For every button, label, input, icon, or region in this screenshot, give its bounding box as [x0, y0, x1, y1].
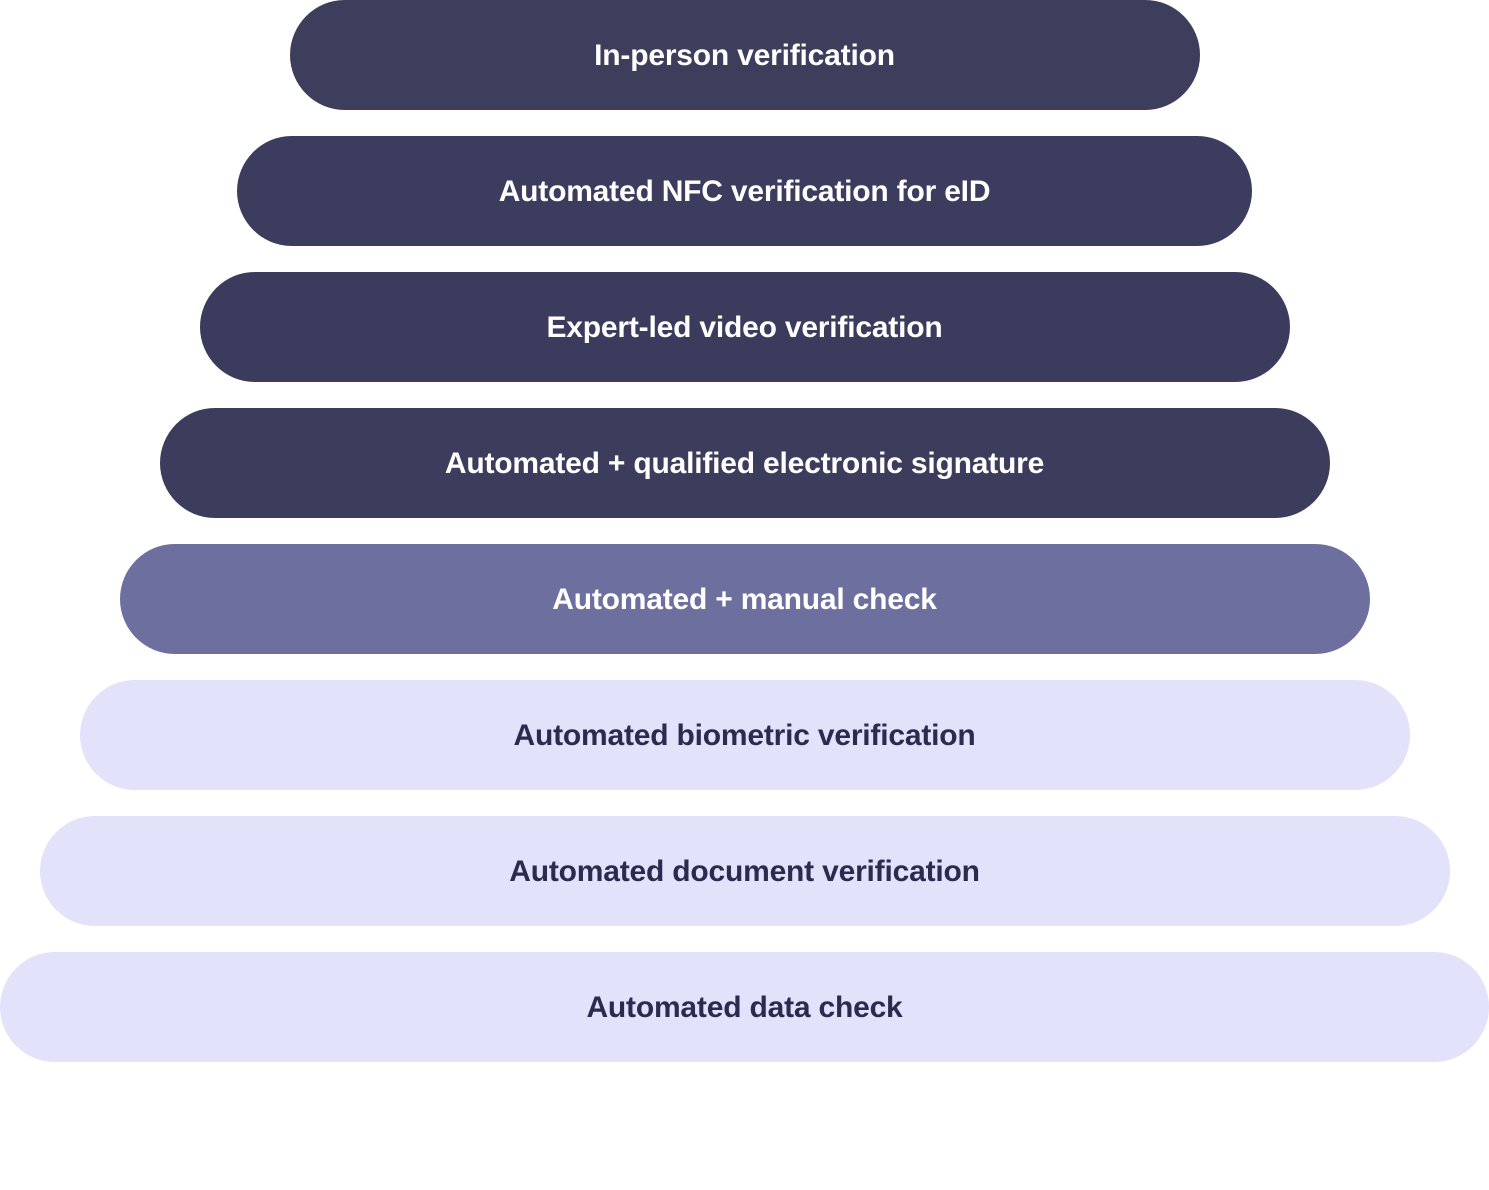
pyramid-tier [0, 952, 1489, 1062]
pyramid-tier-label: Automated + qualified electronic signature [444, 446, 1045, 480]
pyramid-tier [290, 0, 1200, 110]
pyramid-tier [120, 544, 1370, 654]
pyramid-tier [160, 408, 1330, 518]
pyramid-tier-label: Automated document verification [509, 854, 980, 888]
pyramid-tier [200, 272, 1290, 382]
pyramid-tier [80, 680, 1410, 790]
pyramid-tier-label: Expert-led video verification [546, 310, 943, 344]
pyramid-tier-label: Automated data check [586, 990, 903, 1024]
pyramid-tier [237, 136, 1252, 246]
pyramid-tier [40, 816, 1450, 926]
pyramid-tier-label: In-person verification [594, 38, 895, 72]
pyramid-tier-label: Automated + manual check [552, 582, 937, 616]
pyramid-tier-label: Automated biometric verification [513, 718, 976, 752]
pyramid-tier-label: Automated NFC verification for eID [498, 174, 991, 208]
